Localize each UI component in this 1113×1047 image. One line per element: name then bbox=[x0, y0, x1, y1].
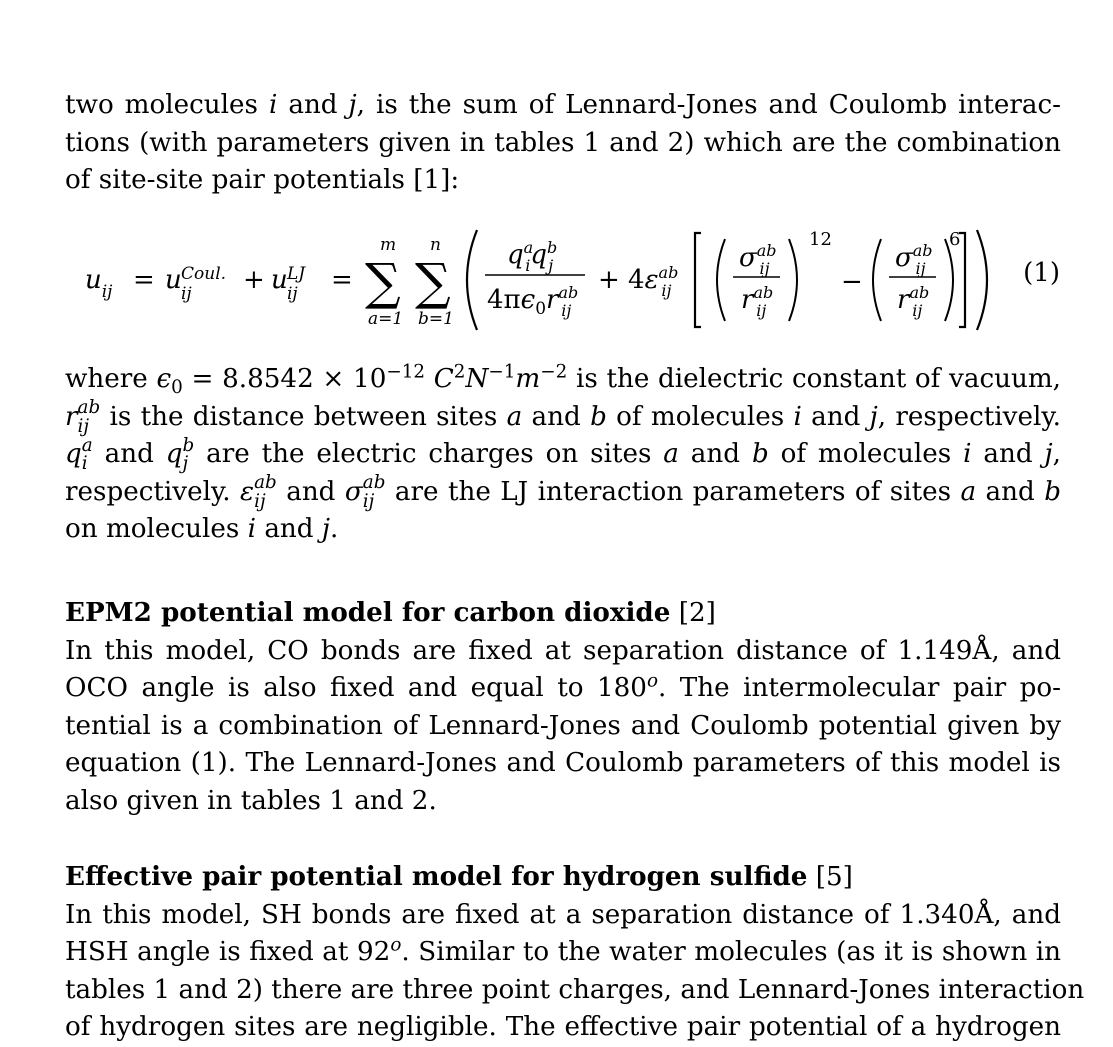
eq-denominator: $4\pi\epsilon_0r^{ab}$ ij bbox=[487, 283, 579, 320]
h2s-line-2: HSH angle is fixed at 92$^o$. Similar to the water molecules (as it is shown in bbox=[65, 934, 1062, 968]
definitions-line-1: where $\epsilon_0 = 8.8542 \times 10^{-12}$ $C^2N^{-1}m^{-2}$ is the dielectric constant of vacuum, bbox=[65, 361, 1062, 399]
eq-sigma-1: $\sigma^{ab}$ ij bbox=[739, 241, 777, 278]
eq-exp-6: 6 bbox=[949, 229, 961, 250]
eq-lhs: $u_{ij}$ bbox=[85, 265, 113, 302]
h2s-heading-line bbox=[65, 858, 1061, 897]
h2s-ref: [5] bbox=[815, 862, 853, 892]
eq-big-paren-left bbox=[467, 230, 477, 330]
definitions-line-3: q a i and q b j are the electric charges on sites a and b of molecules i and j, bbox=[65, 434, 1061, 475]
eq-r-2: $r^{ab}$ ij bbox=[897, 283, 930, 320]
definitions-line-2: r ab ij is the distance between sites a and b of molecules i and j, respectively. bbox=[65, 397, 1061, 437]
eq-paren-6-left bbox=[873, 239, 881, 321]
eq-plus-2: + $4\varepsilon^{ab}$ ij bbox=[598, 263, 679, 300]
h2s-line-1: In this model, SH bonds are fixed at a separation distance of 1.340Å, and bbox=[65, 899, 1061, 930]
eq-q-numerator: $q^a$ $iq^b$ j bbox=[507, 238, 558, 275]
eq-sum-n: n bbox=[430, 235, 441, 255]
epm2-section bbox=[65, 594, 1061, 821]
eq-sum-m: m bbox=[380, 235, 397, 255]
eq-paren-6-right bbox=[945, 239, 953, 321]
eq-paren-12-left bbox=[717, 239, 725, 321]
h2s-heading: Effective pair potential model for hydrogen sulfide bbox=[65, 861, 808, 892]
eq-big-paren-right bbox=[977, 230, 987, 330]
eq-sum-symbol-b: ∑ bbox=[415, 253, 451, 311]
eq-u-coul: u bbox=[165, 265, 182, 295]
eq-minus: − bbox=[841, 267, 863, 297]
epm2-heading: EPM2 potential model for carbon dioxide bbox=[65, 597, 671, 628]
definitions-paragraph bbox=[65, 361, 1061, 549]
eq-u-lj: u bbox=[271, 265, 288, 295]
epm2-heading-line bbox=[65, 594, 1061, 633]
eq-equals-1: = bbox=[133, 265, 155, 295]
epm2-line-3: tential is a combination of Lennard-Jones and Coulomb potential given by bbox=[65, 710, 1061, 741]
definitions-line-5: on molecules i and j. bbox=[65, 514, 339, 545]
eq-lj-ij: ij bbox=[287, 284, 298, 304]
h2s-line-3: tables 1 and 2) there are three point charges, and Lennard-Jones interaction bbox=[65, 974, 1085, 1005]
eq-plus-1: + bbox=[243, 265, 265, 295]
epm2-line-4: equation (1). The Lennard-Jones and Coulomb parameters of this model is bbox=[65, 748, 1061, 779]
equation-number: (1) bbox=[1023, 258, 1060, 288]
eq-sum-a: a=1 bbox=[368, 309, 404, 329]
epm2-ref: [2] bbox=[678, 598, 716, 628]
eq-bracket-left bbox=[695, 233, 701, 327]
epm2-line-2: OCO angle is also fixed and equal to 180$^o$. The intermolecular pair po- bbox=[65, 670, 1061, 704]
intro-line-1: two molecules i and j, is the sum of Lennard-Jones and Coulomb interac- bbox=[65, 90, 1062, 120]
intro-paragraph bbox=[65, 87, 1061, 200]
h2s-line-4: of hydrogen sites are negligible. The effective pair potential of a hydrogen bbox=[65, 1012, 1061, 1043]
epm2-line-1: In this model, CO bonds are fixed at separation distance of 1.149Å, and bbox=[65, 635, 1061, 666]
equation-1 bbox=[85, 225, 1065, 335]
eq-coul-label: Coul. bbox=[181, 264, 227, 284]
eq-paren-12-right bbox=[789, 239, 797, 321]
eq-sigma-2: $\sigma^{ab}$ ij bbox=[895, 241, 933, 278]
intro-line-3: of site-site pair potentials [1]: bbox=[65, 165, 460, 196]
epm2-line-5: also given in tables 1 and 2. bbox=[65, 785, 437, 816]
eq-r-1: $r^{ab}$ ij bbox=[741, 283, 774, 320]
eq-coul-ij: ij bbox=[181, 284, 192, 304]
eq-exp-12: 12 bbox=[809, 229, 832, 250]
h2s-section bbox=[65, 858, 1085, 1047]
intro-line-2: tions (with parameters given in tables 1 and 2) which are the combination bbox=[65, 127, 1061, 158]
eq-equals-2: = bbox=[331, 265, 353, 295]
eq-lj-label: LJ bbox=[287, 264, 306, 284]
definitions-line-4: respectively. ε ab ij and σ ab ij are the LJ interaction parameters of sites a and b bbox=[65, 472, 1061, 512]
eq-sum-symbol-a: ∑ bbox=[365, 253, 401, 311]
eq-sum-b: b=1 bbox=[418, 309, 454, 329]
